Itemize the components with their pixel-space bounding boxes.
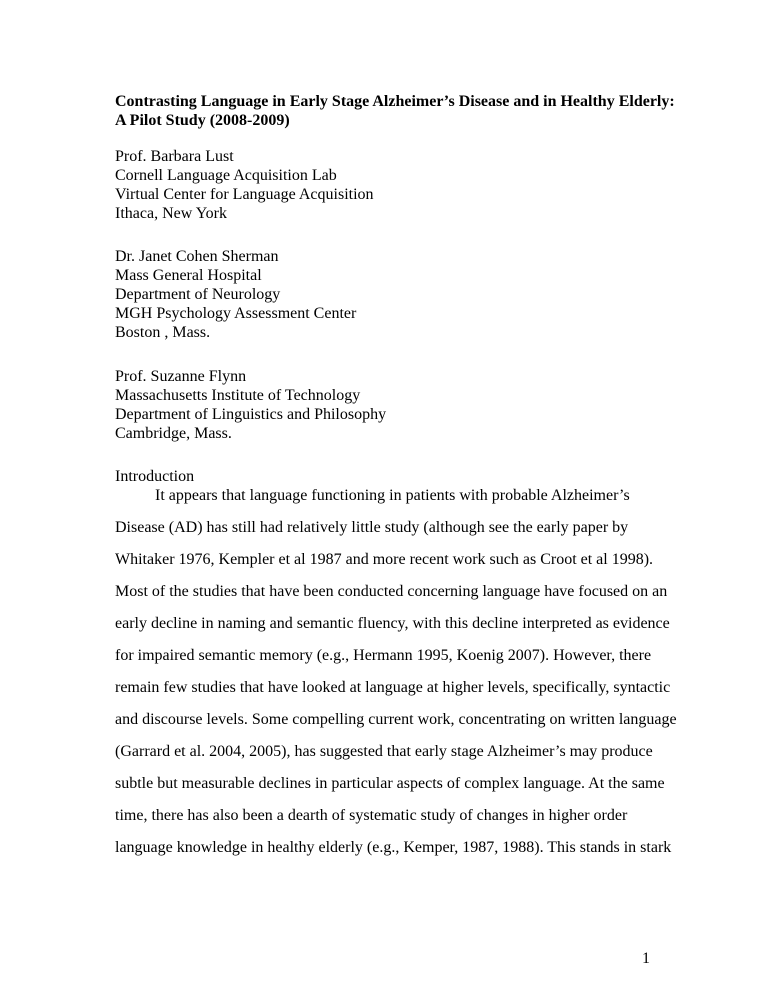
paragraph-line: Most of the studies that have been conducted concerning language have focused on an [115,583,668,600]
affiliation-line: Ithaca, New York [115,205,227,222]
paragraph-line: and discourse levels. Some compelling current work, concentrating on written language [115,711,677,728]
affiliation-line: Cambridge, Mass. [115,425,232,442]
author-name: Prof. Barbara Lust [115,148,234,165]
affiliation-block-flynn [115,367,675,443]
paragraph-line: subtle but measurable declines in particular aspects of complex language. At the same [115,775,665,792]
page-number: 1 [642,950,650,967]
affiliation-line: Cornell Language Acquisition Lab [115,167,337,184]
affiliation-line: Department of Neurology [115,286,281,303]
paragraph-line: language knowledge in healthy elderly (e.g., Kemper, 1987, 1988). This stands in stark [115,839,672,856]
affiliation-line: Massachusetts Institute of Technology [115,387,361,404]
affiliation-block-sherman [115,247,675,342]
title-line: Contrasting Language in Early Stage Alzheimer’s Disease and in Healthy Elderly: [115,93,675,110]
affiliation-block-lust [115,147,675,223]
paragraph-line: Disease (AD) has still had relatively little study (although see the early paper by [115,519,629,536]
affiliation-line: Boston , Mass. [115,324,211,341]
paragraph-line: Whitaker 1976, Kempler et al 1987 and more recent work such as Croot et al 1998). [115,551,654,568]
author-name: Dr. Janet Cohen Sherman [115,248,279,265]
document-title [115,92,675,130]
paragraph-line: early decline in naming and semantic fluency, with this decline interpreted as evidence [115,615,670,632]
affiliation-line: Mass General Hospital [115,267,262,284]
title-line: A Pilot Study (2008-2009) [115,112,290,129]
introduction-paragraph [115,486,675,870]
affiliation-line: MGH Psychology Assessment Center [115,305,357,322]
affiliation-line: Virtual Center for Language Acquisition [115,186,374,203]
section-heading-introduction: Introduction [115,468,195,485]
paragraph-line: time, there has also been a dearth of systematic study of changes in higher order [115,807,628,824]
paragraph-line: for impaired semantic memory (e.g., Hermann 1995, Koenig 2007). However, there [115,647,652,664]
author-name: Prof. Suzanne Flynn [115,368,247,385]
paragraph-line: (Garrard et al. 2004, 2005), has suggested that early stage Alzheimer’s may produce [115,743,653,760]
affiliation-line: Department of Linguistics and Philosophy [115,406,387,423]
paragraph-line: It appears that language functioning in patients with probable Alzheimer’s [155,487,630,504]
paragraph-line: remain few studies that have looked at language at higher levels, specifically, syntactic [115,679,671,696]
